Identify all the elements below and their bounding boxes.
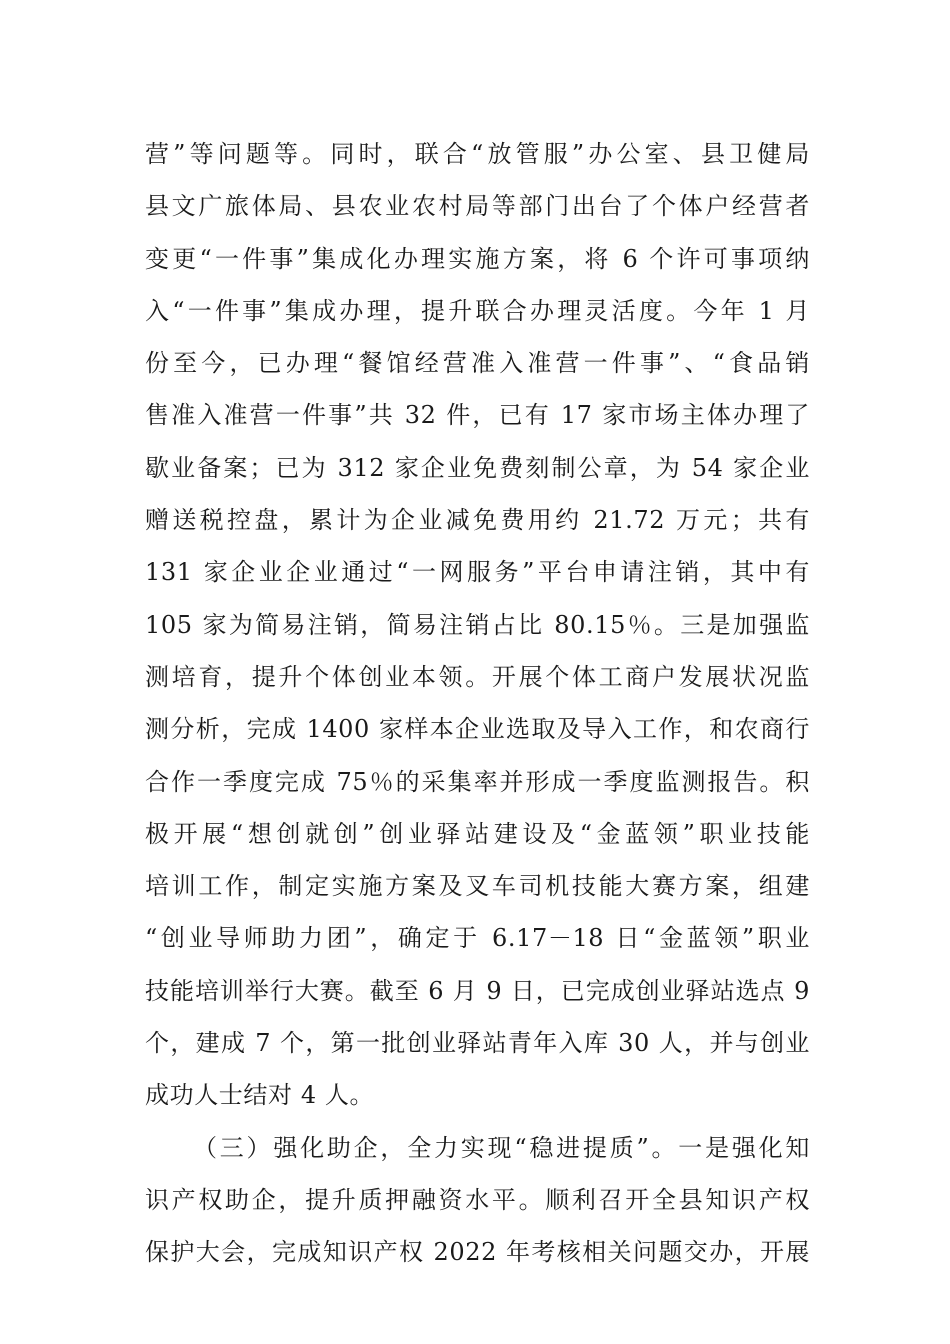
text-line: “创业导师助力团”，确定于 6.17－18 日“金蓝领”职业 <box>145 924 810 953</box>
text-line: 赠送税控盘，累计为企业减免费用约 21.72 万元；共有 <box>145 506 810 535</box>
text-line: 个，建成 7 个，第一批创业驿站青年入库 30 人，并与创业 <box>145 1029 810 1058</box>
body-text <box>145 128 810 1279</box>
section-heading-line: （三）强化助企，全力实现“稳进提质”。一是强化知 <box>193 1133 810 1162</box>
text-line: 成功人士结对 4 人。 <box>145 1081 375 1110</box>
text-line: 县文广旅体局、县农业农村局等部门出台了个体户经营者 <box>145 192 810 221</box>
text-line: 歇业备案；已为 312 家企业免费刻制公章，为 54 家企业 <box>145 453 810 482</box>
text-line: 培训工作，制定实施方案及叉车司机技能大赛方案，组建 <box>145 872 810 901</box>
text-line: 技能培训举行大赛。截至 6 月 9 日，已完成创业驿站选点 9 <box>145 976 810 1005</box>
text-line: 入“一件事”集成办理，提升联合办理灵活度。今年 1 月 <box>145 296 810 325</box>
text-line: 105 家为简易注销，简易注销占比 80.15％。三是加强监 <box>145 610 810 639</box>
text-line: 营”等问题等。同时，联合“放管服”办公室、县卫健局 <box>145 140 810 168</box>
text-line: 131 家企业企业通过“一网服务”平台申请注销，其中有 <box>145 558 810 587</box>
text-line: 售准入准营一件事”共 32 件，已有 17 家市场主体办理了 <box>145 401 810 430</box>
text-line: 合作一季度完成 75％的采集率并形成一季度监测报告。积 <box>145 767 810 796</box>
text-line: 测分析，完成 1400 家样本企业选取及导入工作，和农商行 <box>145 715 810 744</box>
text-line: 测培育，提升个体创业本领。开展个体工商户发展状况监 <box>145 662 810 691</box>
text-line: 份至今，已办理“餐馆经营准入准营一件事”、“食品销 <box>145 349 810 378</box>
text-line: 极开展“想创就创”创业驿站建设及“金蓝领”职业技能 <box>145 819 810 848</box>
text-line: 变更“一件事”集成化办理实施方案，将 6 个许可事项纳 <box>145 244 810 273</box>
text-line: 识产权助企，提升质押融资水平。顺利召开全县知识产权 <box>145 1185 810 1214</box>
text-line: 保护大会，完成知识产权 2022 年考核相关问题交办，开展 <box>145 1238 810 1267</box>
